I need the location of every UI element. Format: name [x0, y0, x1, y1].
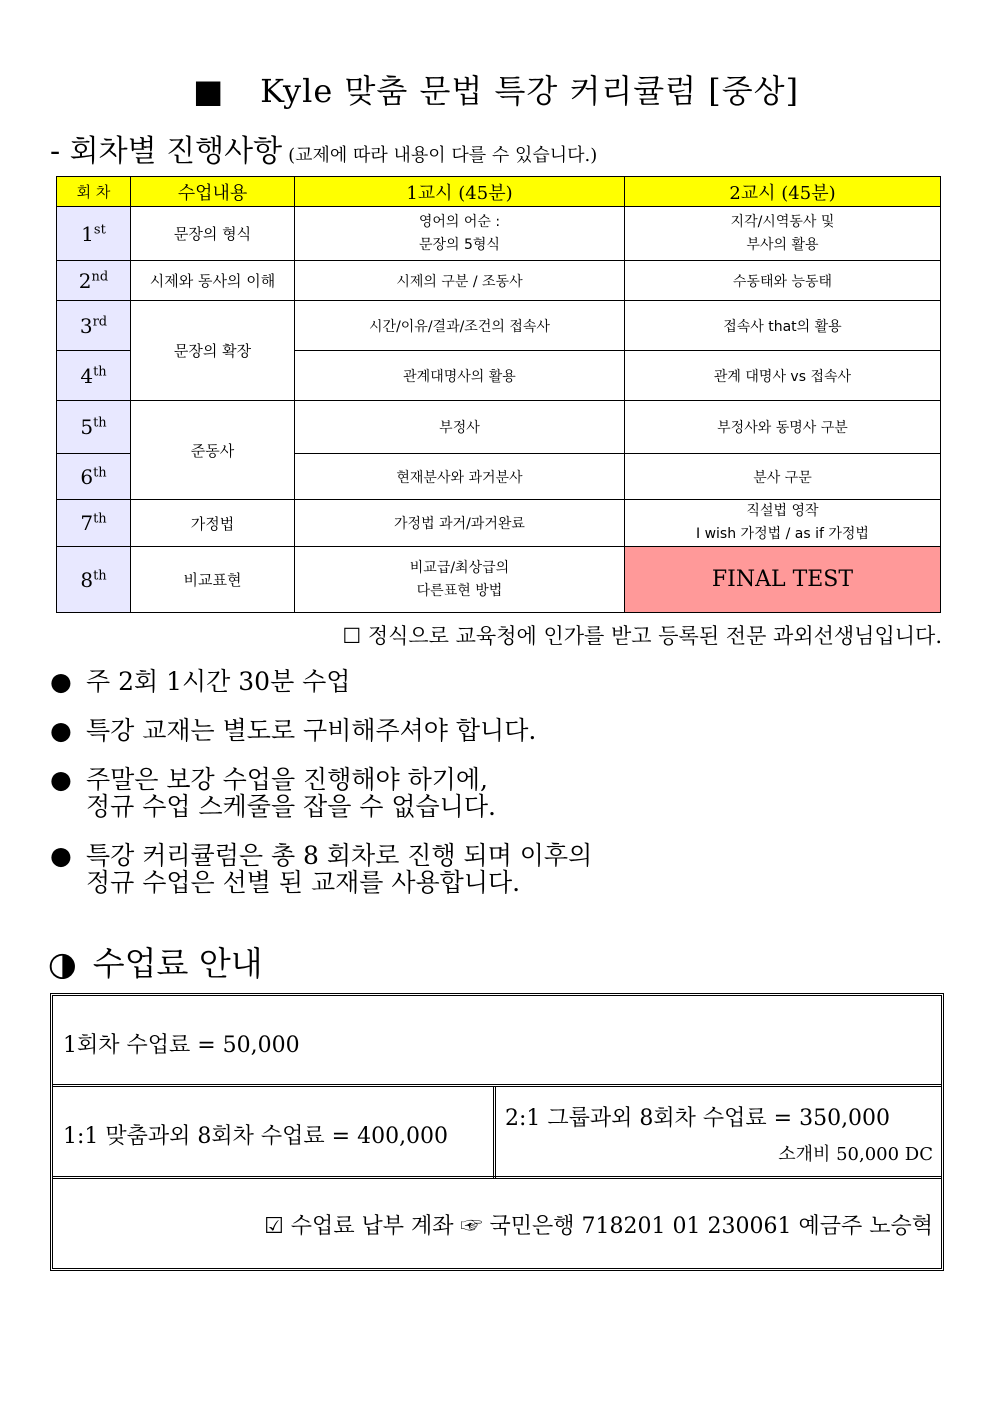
table-row	[57, 301, 941, 351]
header-period-1: 1교시 (45분)	[295, 177, 625, 207]
bullet-icon: ●	[50, 841, 72, 870]
bullet-icon: ●	[50, 716, 72, 745]
period-1-cell: 시제의 구분 / 조동사	[295, 261, 625, 301]
list-item: ● 특강 교재는 별도로 구비해주셔야 합니다.	[50, 716, 537, 745]
period-1-cell: 비교급/최상급의 다른표현 방법	[295, 547, 625, 613]
period-2-cell: 접속사 that의 활용	[624, 301, 940, 351]
certification-note: ☐ 정식으로 교육청에 인가를 받고 등록된 전문 과외선생님입니다.	[342, 624, 942, 648]
bank-account: ☑ 수업료 납부 계좌 ☞ 국민은행 718201 01 230061 예금주 노승혁	[264, 1214, 933, 1239]
session-number: 1st	[57, 207, 131, 261]
period-2-cell: 관계 대명사 vs 접속사	[624, 351, 940, 401]
session-number: 3rd	[57, 301, 131, 351]
bullet-icon: ●	[50, 667, 72, 696]
table-row	[57, 547, 941, 613]
topic-cell: 준동사	[131, 401, 295, 500]
half-circle-icon: ◑	[48, 944, 77, 983]
table-row	[57, 401, 941, 454]
fee-heading-text: 수업료 안내	[92, 944, 263, 983]
session-number: 5th	[57, 401, 131, 454]
header-session: 회 차	[57, 177, 131, 207]
period-1-cell: 가정법 과거/과거완료	[295, 500, 625, 547]
header-period-2: 2교시 (45분)	[624, 177, 940, 207]
subtitle-note: (교제에 따라 내용이 다를 수 있습니다.)	[288, 145, 598, 166]
header-content: 수업내용	[131, 177, 295, 207]
topic-cell: 문장의 형식	[131, 207, 295, 261]
session-number: 8th	[57, 547, 131, 613]
list-item: ● 주말은 보강 수업을 진행해야 하기에, 정규 수업 스케줄을 잡을 수 없습니다.	[50, 765, 496, 821]
bullet-icon: ●	[50, 765, 72, 794]
period-2-cell: 분사 구문	[624, 454, 940, 500]
period-1-cell: 부정사	[295, 401, 625, 454]
fee-box	[50, 993, 944, 1271]
list-item: ● 주 2회 1시간 30분 수업	[50, 667, 351, 696]
fee-row-account	[53, 1176, 941, 1265]
fee-row-packages	[53, 1084, 941, 1179]
topic-cell: 문장의 확장	[131, 301, 295, 401]
period-2-cell: 부정사와 동명사 구분	[624, 401, 940, 454]
table-row	[57, 500, 941, 547]
period-2-cell: 지각/시역동사 및 부사의 활용	[624, 207, 940, 261]
fee-heading	[48, 938, 263, 985]
schedule-header-row	[57, 177, 941, 207]
title-text: Kyle 맞춤 문법 특강 커리큘럼 [중상]	[260, 72, 800, 110]
final-test-cell: FINAL TEST	[624, 547, 940, 613]
session-number: 2nd	[57, 261, 131, 301]
square-icon: ■	[192, 72, 225, 110]
page-title	[0, 66, 992, 112]
period-2-cell: 수동태와 능동태	[624, 261, 940, 301]
session-number: 6th	[57, 454, 131, 500]
period-1-cell: 관계대명사의 활용	[295, 351, 625, 401]
table-row	[57, 207, 941, 261]
topic-cell: 가정법	[131, 500, 295, 547]
table-row	[57, 261, 941, 301]
period-1-cell: 영어의 어순 : 문장의 5형식	[295, 207, 625, 261]
list-item: ● 특강 커리큘럼은 총 8 회차로 진행 되며 이후의 정규 수업은 선별 된 교재를 사용합니다.	[50, 841, 593, 897]
topic-cell: 시제와 동사의 이해	[131, 261, 295, 301]
schedule-table	[56, 176, 941, 613]
period-2-cell: 직설법 영작 I wish 가정법 / as if 가정법	[624, 500, 940, 547]
section-subtitle	[50, 126, 597, 170]
period-1-cell: 현재분사와 과거분사	[295, 454, 625, 500]
referral-discount: 소개비 50,000 DC	[778, 1144, 933, 1165]
topic-cell: 비교표현	[131, 547, 295, 613]
group-fee: 2:1 그룹과외 8회차 수업료 = 350,000	[505, 1106, 891, 1131]
per-session-fee: 1회차 수업료 = 50,000	[63, 1033, 300, 1058]
one-on-one-fee: 1:1 맞춤과외 8회차 수업료 = 400,000	[63, 1124, 449, 1149]
subtitle-text: - 회차별 진행사항	[50, 134, 283, 169]
bullet-list	[50, 668, 592, 918]
period-1-cell: 시간/이유/결과/조건의 접속사	[295, 301, 625, 351]
session-number: 7th	[57, 500, 131, 547]
session-number: 4th	[57, 351, 131, 401]
